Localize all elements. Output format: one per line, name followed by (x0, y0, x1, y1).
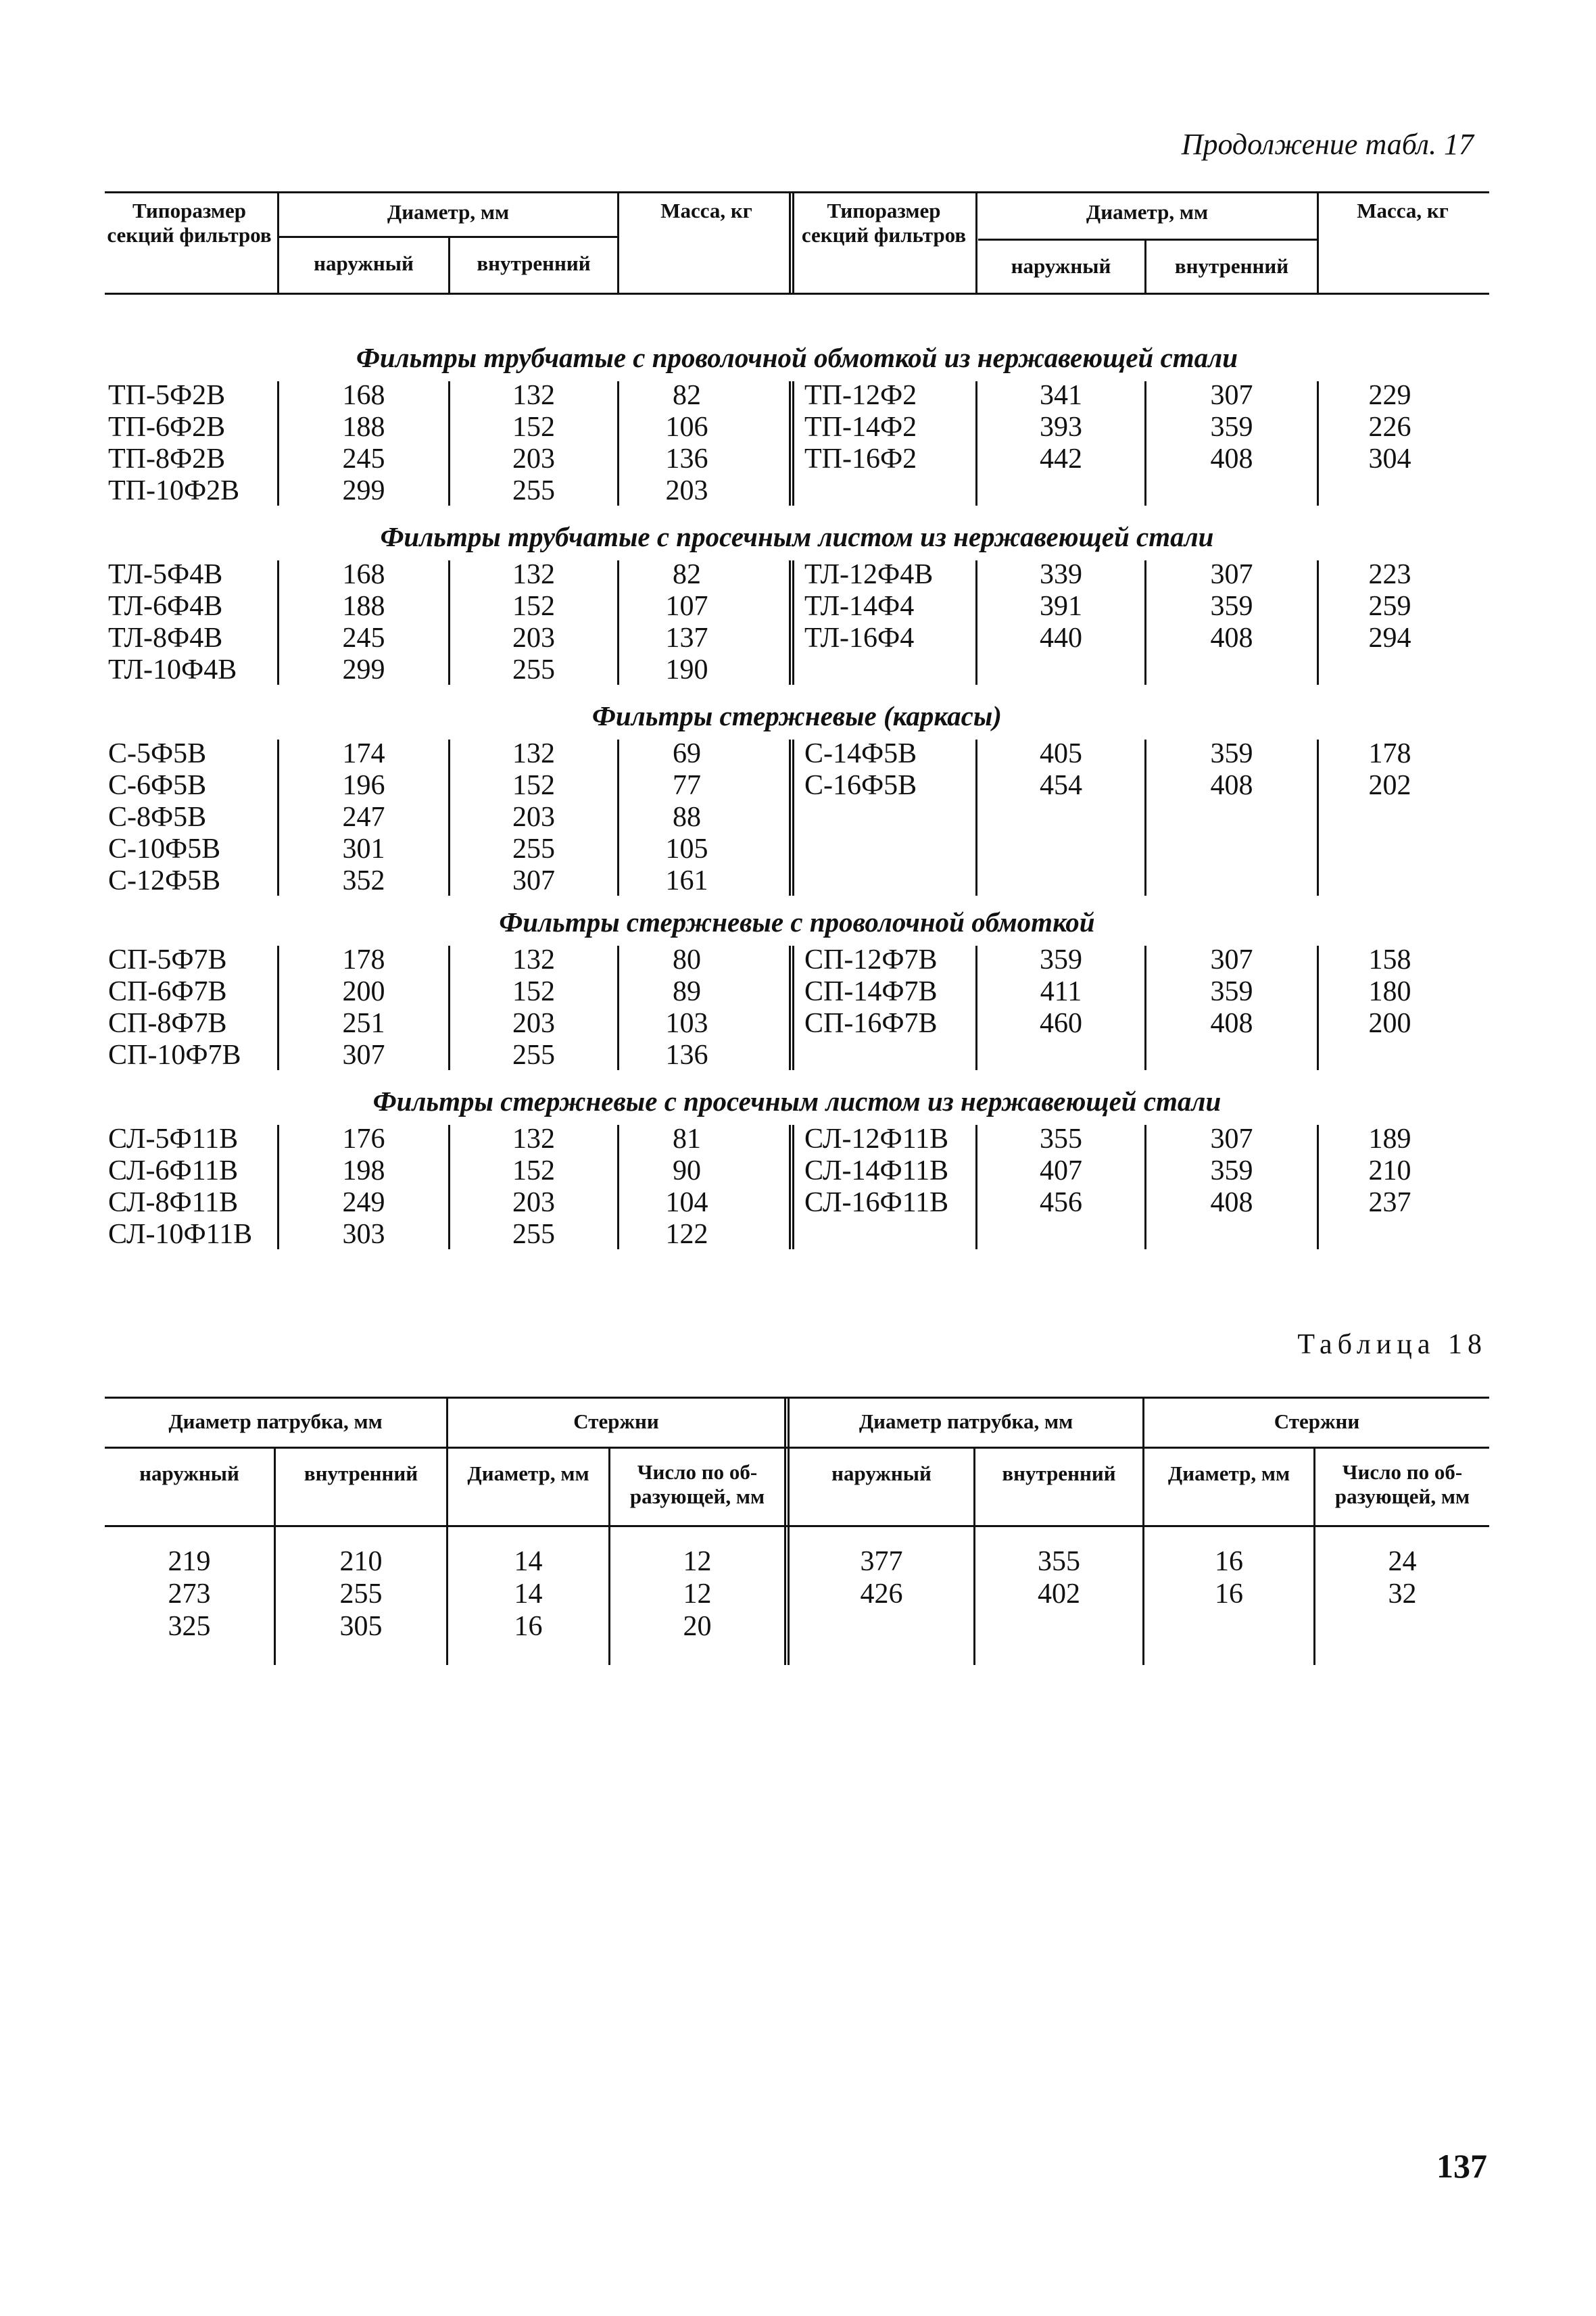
t18-cell-right-inner: 355 (1038, 1546, 1080, 1577)
t18-cell-left-inner: 305 (339, 1611, 383, 1642)
t18-cell-left-outer: 273 (168, 1578, 211, 1610)
cell-right-inner: 408 (1210, 770, 1253, 801)
cell-left-outer: 174 (342, 738, 385, 769)
cell-right-mass: 294 (1368, 623, 1411, 654)
cell-right-inner: 307 (1210, 944, 1253, 975)
cell-left-inner: 132 (512, 738, 555, 769)
cell-right-type: ТП-12Ф2 (804, 380, 917, 411)
cell-right-type: СП-12Ф7В (804, 944, 938, 975)
cell-left-mass: 203 (665, 475, 708, 506)
cell-left-inner: 132 (512, 1124, 555, 1155)
cell-right-outer: 440 (1040, 623, 1082, 654)
cell-left-type: С-5Ф5В (108, 738, 207, 769)
cell-left-outer: 249 (342, 1187, 385, 1218)
t18-header-outer-left: наружный (139, 1462, 239, 1485)
cell-left-type: СП-5Ф7В (108, 944, 227, 975)
cell-left-inner: 255 (512, 1040, 555, 1071)
t18-cell-left-inner: 210 (339, 1546, 383, 1577)
t18-header-pipe-left: Диаметр патрубка, мм (168, 1409, 383, 1433)
cell-left-inner: 307 (512, 865, 555, 896)
table-row (0, 834, 1596, 865)
header-outer-left: наружный (314, 251, 414, 275)
table18-title: Таблица 18 (1297, 1329, 1487, 1360)
table-row (0, 1155, 1596, 1187)
table18-mid-rule (105, 1447, 1489, 1449)
cell-left-mass: 77 (673, 770, 701, 801)
table-row (0, 738, 1596, 770)
header-diameter-right: Диаметр, мм (1086, 200, 1209, 224)
table-row (0, 591, 1596, 623)
table18-hdr-vline (784, 1397, 790, 1527)
table17-header-bottom-rule (105, 293, 1489, 295)
cell-left-type: ТЛ-10Ф4В (108, 654, 237, 685)
t18-cell-left-outer: 325 (168, 1611, 211, 1642)
cell-left-type: ТП-6Ф2В (108, 412, 226, 443)
section-title: Фильтры стержневые с просечным листом из нержавеющей стали (372, 1086, 1222, 1117)
t18-cell-left-rod-count: 12 (683, 1578, 712, 1610)
cell-left-mass: 80 (673, 944, 701, 975)
t18-cell-left-rod-count: 20 (683, 1611, 712, 1642)
cell-left-type: СП-8Ф7В (108, 1008, 227, 1039)
section-title: Фильтры стержневые (каркасы) (592, 700, 1002, 731)
header-inner-left: внутренний (477, 251, 591, 275)
t18-cell-left-rod-diameter: 16 (514, 1611, 543, 1642)
table17-right-diameter-rule (978, 239, 1318, 241)
table17-hdr-vline (617, 191, 619, 295)
cell-right-mass: 178 (1368, 738, 1411, 769)
cell-left-mass: 81 (673, 1124, 701, 1155)
header-outer-right: наружный (1011, 254, 1111, 278)
table-row (0, 1124, 1596, 1155)
cell-left-mass: 161 (665, 865, 708, 896)
cell-right-outer: 359 (1040, 944, 1082, 975)
section-title: Фильтры стержневые с проволочной обмоткой (499, 907, 1095, 938)
t18-header-rodcount-right (1315, 1460, 1489, 1509)
table-row (0, 475, 1596, 507)
cell-right-inner: 359 (1210, 738, 1253, 769)
cell-left-inner: 203 (512, 802, 555, 833)
t18-header-rods-left: Стержни (573, 1409, 659, 1433)
cell-left-inner: 132 (512, 380, 555, 411)
cell-left-type: С-12Ф5В (108, 865, 221, 896)
header-mass-right: Масса, кг (1357, 199, 1449, 222)
cell-left-outer: 245 (342, 623, 385, 654)
cell-left-type: ТП-10Ф2В (108, 475, 240, 506)
cell-left-outer: 178 (342, 944, 385, 975)
table17-left-diameter-rule (277, 236, 617, 238)
table-row (0, 1578, 1596, 1610)
t18-header-rodcount-left (610, 1460, 784, 1509)
cell-left-inner: 152 (512, 1155, 555, 1186)
cell-right-mass: 237 (1368, 1187, 1411, 1218)
cell-left-inner: 152 (512, 770, 555, 801)
cell-left-type: СП-6Ф7В (108, 976, 227, 1007)
cell-right-outer: 460 (1040, 1008, 1082, 1039)
cell-left-outer: 299 (342, 654, 385, 685)
cell-right-type: СП-16Ф7В (804, 1008, 938, 1039)
cell-right-outer: 393 (1040, 412, 1082, 443)
cell-left-outer: 168 (342, 559, 385, 590)
cell-left-type: ТП-8Ф2В (108, 443, 226, 475)
cell-left-mass: 69 (673, 738, 701, 769)
cell-left-outer: 352 (342, 865, 385, 896)
cell-right-outer: 341 (1040, 380, 1082, 411)
cell-right-outer: 405 (1040, 738, 1082, 769)
cell-left-inner: 203 (512, 623, 555, 654)
t18-cell-right-inner: 402 (1038, 1578, 1080, 1610)
section-title: Фильтры трубчатые с просечным листом из нержавеющей стали (380, 521, 1214, 552)
t18-cell-right-rod-count: 24 (1388, 1546, 1417, 1577)
cell-left-outer: 247 (342, 802, 385, 833)
cell-right-inner: 408 (1210, 1008, 1253, 1039)
cell-left-inner: 255 (512, 834, 555, 865)
cell-right-outer: 411 (1040, 976, 1082, 1007)
cell-right-outer: 391 (1040, 591, 1082, 622)
header-type-right: Типоразмер секций фильтров (801, 199, 967, 247)
cell-left-outer: 188 (342, 412, 385, 443)
table-row (0, 944, 1596, 976)
cell-right-mass: 200 (1368, 1008, 1411, 1039)
t18-cell-left-rod-count: 12 (683, 1546, 712, 1577)
cell-left-mass: 104 (665, 1187, 708, 1218)
t18-cell-left-outer: 219 (168, 1546, 211, 1577)
cell-right-type: ТП-16Ф2 (804, 443, 917, 475)
cell-left-mass: 89 (673, 976, 701, 1007)
cell-left-outer: 245 (342, 443, 385, 475)
table-row (0, 1187, 1596, 1219)
cell-left-inner: 255 (512, 654, 555, 685)
cell-left-type: С-10Ф5В (108, 834, 221, 865)
table-row (0, 623, 1596, 654)
cell-left-type: СЛ-6Ф11В (108, 1155, 239, 1186)
cell-right-mass: 226 (1368, 412, 1411, 443)
t18-cell-left-rod-diameter: 14 (514, 1578, 543, 1610)
cell-right-mass: 158 (1368, 944, 1411, 975)
cell-left-mass: 107 (665, 591, 708, 622)
cell-left-mass: 105 (665, 834, 708, 865)
cell-left-inner: 152 (512, 976, 555, 1007)
cell-right-type: СП-14Ф7В (804, 976, 938, 1007)
cell-right-type: С-16Ф5В (804, 770, 917, 801)
t18-cell-right-rod-diameter: 16 (1215, 1546, 1243, 1577)
table17-hdr-vline (789, 191, 794, 295)
table-row (0, 1546, 1596, 1578)
table17-hdr-vline (1317, 191, 1319, 295)
header-mass-left: Масса, кг (660, 199, 752, 222)
t18-cell-right-outer: 426 (860, 1578, 903, 1610)
table-row (0, 559, 1596, 591)
cell-right-inner: 307 (1210, 1124, 1253, 1155)
cell-right-type: С-14Ф5В (804, 738, 917, 769)
table18-top-rule (105, 1397, 1489, 1399)
cell-left-outer: 200 (342, 976, 385, 1007)
cell-right-outer: 442 (1040, 443, 1082, 475)
table-row (0, 865, 1596, 897)
cell-left-type: ТЛ-5Ф4В (108, 559, 223, 590)
table-row (0, 1008, 1596, 1040)
cell-left-type: ТП-5Ф2В (108, 380, 226, 411)
t18-header-pipe-right: Диаметр патрубка, мм (859, 1409, 1073, 1433)
cell-left-type: СЛ-10Ф11В (108, 1219, 253, 1250)
t18-header-roddiam-right: Диаметр, мм (1167, 1462, 1290, 1485)
table17-top-rule (105, 191, 1489, 193)
table-row (0, 802, 1596, 834)
t18-header-inner-right: внутренний (1002, 1462, 1116, 1485)
cell-left-mass: 136 (665, 443, 708, 475)
t18-cell-right-outer: 377 (860, 1546, 903, 1577)
cell-right-type: ТЛ-12Ф4В (804, 559, 934, 590)
table-row (0, 443, 1596, 475)
section-title: Фильтры трубчатые с проволочной обмоткой из нержавеющей стали (356, 342, 1238, 373)
cell-left-inner: 255 (512, 1219, 555, 1250)
table-row (0, 976, 1596, 1008)
cell-right-inner: 359 (1210, 412, 1253, 443)
cell-right-mass: 304 (1368, 443, 1411, 475)
cell-right-type: ТЛ-14Ф4 (804, 591, 915, 622)
cell-left-type: С-8Ф5В (108, 802, 207, 833)
cell-right-mass: 189 (1368, 1124, 1411, 1155)
cell-left-inner: 203 (512, 1187, 555, 1218)
cell-right-inner: 307 (1210, 559, 1253, 590)
cell-right-mass: 202 (1368, 770, 1411, 801)
cell-left-outer: 301 (342, 834, 385, 865)
cell-right-type: ТЛ-16Ф4 (804, 623, 915, 654)
cell-right-inner: 359 (1210, 591, 1253, 622)
page-number: 137 (1436, 2147, 1487, 2185)
t18-header-roddiam-left: Диаметр, мм (467, 1462, 589, 1485)
cell-left-mass: 90 (673, 1155, 701, 1186)
header-inner-right: внутренний (1174, 254, 1289, 278)
cell-left-outer: 303 (342, 1219, 385, 1250)
t18-header-rodcount-line2: разующей, мм (629, 1485, 765, 1508)
cell-left-mass: 106 (665, 412, 708, 443)
cell-left-type: ТЛ-6Ф4В (108, 591, 223, 622)
cell-right-inner: 408 (1210, 623, 1253, 654)
cell-left-mass: 136 (665, 1040, 708, 1071)
cell-right-type: СЛ-14Ф11В (804, 1155, 949, 1186)
cell-right-type: СЛ-12Ф11В (804, 1124, 949, 1155)
cell-left-mass: 137 (665, 623, 708, 654)
table-row (0, 770, 1596, 802)
t18-header-rodcount-line1: Число по об- (1342, 1460, 1463, 1484)
cell-left-mass: 82 (673, 380, 701, 411)
cell-left-outer: 299 (342, 475, 385, 506)
t18-header-rodcount-line1: Число по об- (637, 1460, 758, 1484)
cell-left-outer: 196 (342, 770, 385, 801)
header-type-left: Типоразмер секций фильтров (107, 199, 272, 247)
cell-left-type: СЛ-5Ф11В (108, 1124, 239, 1155)
table-row (0, 654, 1596, 686)
cell-right-inner: 408 (1210, 443, 1253, 475)
cell-left-inner: 132 (512, 944, 555, 975)
cell-left-mass: 103 (665, 1008, 708, 1039)
continuation-caption: Продолжение табл. 17 (1181, 128, 1474, 161)
cell-right-type: ТП-14Ф2 (804, 412, 917, 443)
cell-left-type: ТЛ-8Ф4В (108, 623, 223, 654)
cell-left-type: СП-10Ф7В (108, 1040, 241, 1071)
t18-header-rods-right: Стержни (1274, 1409, 1360, 1433)
cell-right-mass: 180 (1368, 976, 1411, 1007)
cell-left-inner: 152 (512, 591, 555, 622)
cell-left-outer: 307 (342, 1040, 385, 1071)
cell-right-mass: 223 (1368, 559, 1411, 590)
cell-left-mass: 82 (673, 559, 701, 590)
cell-right-inner: 359 (1210, 976, 1253, 1007)
cell-left-type: С-6Ф5В (108, 770, 207, 801)
cell-left-type: СЛ-8Ф11В (108, 1187, 239, 1218)
cell-left-outer: 188 (342, 591, 385, 622)
cell-right-outer: 355 (1040, 1124, 1082, 1155)
cell-left-inner: 203 (512, 443, 555, 475)
cell-right-inner: 359 (1210, 1155, 1253, 1186)
cell-right-outer: 407 (1040, 1155, 1082, 1186)
cell-right-outer: 456 (1040, 1187, 1082, 1218)
cell-right-mass: 259 (1368, 591, 1411, 622)
cell-right-inner: 307 (1210, 380, 1253, 411)
cell-right-outer: 454 (1040, 770, 1082, 801)
cell-left-mass: 190 (665, 654, 708, 685)
cell-right-mass: 210 (1368, 1155, 1411, 1186)
t18-header-outer-right: наружный (831, 1462, 932, 1485)
cell-left-inner: 132 (512, 559, 555, 590)
cell-left-inner: 203 (512, 1008, 555, 1039)
cell-left-mass: 122 (665, 1219, 708, 1250)
cell-left-outer: 176 (342, 1124, 385, 1155)
cell-left-mass: 88 (673, 802, 701, 833)
cell-right-inner: 408 (1210, 1187, 1253, 1218)
cell-left-outer: 198 (342, 1155, 385, 1186)
table-row (0, 1219, 1596, 1251)
t18-header-rodcount-line2: разующей, мм (1334, 1485, 1470, 1508)
table18-header-bottom-rule (105, 1525, 1489, 1527)
t18-header-inner-left: внутренний (304, 1462, 418, 1485)
t18-cell-right-rod-count: 32 (1388, 1578, 1417, 1610)
t18-cell-right-rod-diameter: 16 (1215, 1578, 1243, 1610)
t18-cell-left-rod-diameter: 14 (514, 1546, 543, 1577)
header-diameter-left: Диаметр, мм (387, 200, 510, 224)
cell-left-outer: 168 (342, 380, 385, 411)
table-row (0, 1611, 1596, 1643)
table18-hdr-vline (274, 1447, 276, 1527)
t18-cell-left-inner: 255 (339, 1578, 383, 1610)
table18-hdr-vline (973, 1447, 975, 1527)
cell-left-inner: 255 (512, 475, 555, 506)
table-row (0, 380, 1596, 412)
table-row (0, 1040, 1596, 1071)
cell-right-mass: 229 (1368, 380, 1411, 411)
cell-right-type: СЛ-16Ф11В (804, 1187, 949, 1218)
cell-right-outer: 339 (1040, 559, 1082, 590)
table-row (0, 412, 1596, 443)
cell-left-inner: 152 (512, 412, 555, 443)
cell-left-outer: 251 (342, 1008, 385, 1039)
